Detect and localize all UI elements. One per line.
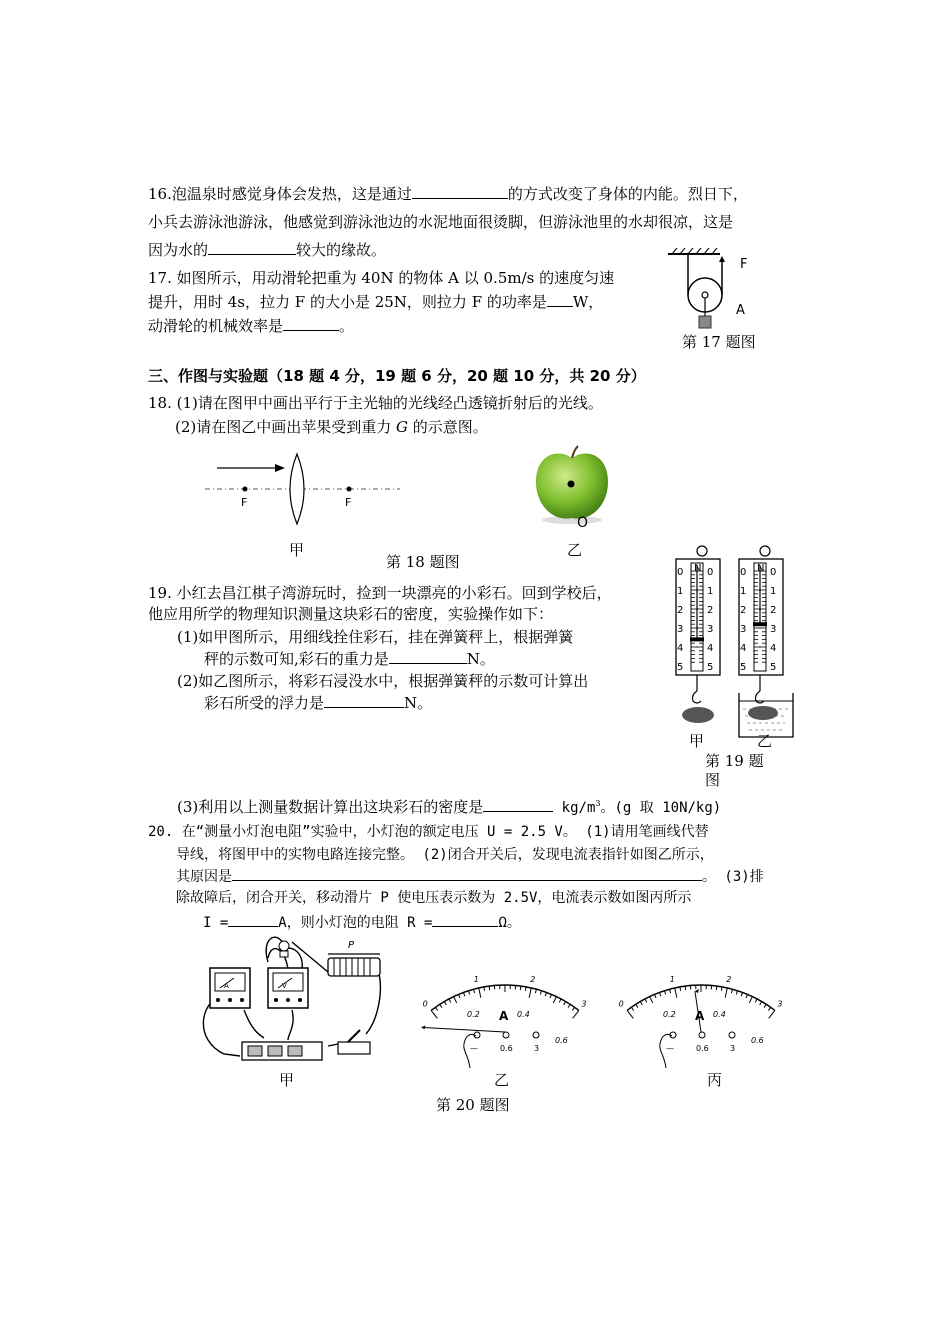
meter-needle	[421, 1027, 505, 1032]
meter-tick	[572, 1007, 574, 1010]
scale-tick-label: 4	[740, 643, 747, 654]
q19-line4: 秤的示数可知,彩石的重力是 N。	[204, 650, 495, 668]
scale-tick-label: 2	[740, 605, 747, 616]
q19-line5: (2)如乙图所示，将彩石浸没水中，根据弹簧秤的示数可计算出	[177, 672, 589, 690]
scale-tick-label: 1	[677, 586, 684, 597]
meter-needle-tip	[421, 1025, 425, 1029]
q18-caption: 第 18 题图	[386, 553, 460, 571]
q16-blank2[interactable]	[208, 240, 296, 255]
meter-tick	[716, 986, 717, 990]
q20-blank-current[interactable]	[228, 912, 278, 927]
meter-tick	[741, 992, 742, 996]
meter-tick	[559, 999, 561, 1003]
meter-inner-label: 0.4	[713, 1010, 726, 1019]
meter-tick	[725, 988, 727, 998]
scale-tick-label: 3	[677, 624, 684, 635]
meter-tick	[468, 991, 469, 995]
meter-tick	[664, 991, 665, 995]
scale-pointer	[753, 622, 767, 626]
pulley-object-label: A	[736, 303, 745, 318]
colored-stone	[748, 706, 778, 720]
meter-tick	[568, 1004, 570, 1007]
meter-tick	[444, 1001, 446, 1004]
q17-blank2[interactable]	[283, 316, 339, 331]
meter-tick	[764, 1004, 766, 1007]
meter-inner-label: 0.2	[663, 1010, 676, 1019]
meter-scale-label: 1	[473, 975, 479, 985]
scale-tick-label: 0	[770, 567, 777, 578]
meter-inner-label: 0.2	[467, 1010, 480, 1019]
q18-line1: 18. (1)请在图甲中画出平行于主光轴的光线经凸透镜折射后的光线。	[148, 394, 603, 412]
voltmeter-letter: A	[224, 982, 229, 990]
meter-inner-label: 0.4	[517, 1010, 530, 1019]
meter-tick	[650, 997, 653, 1003]
q17-line1: 17. 如图所示，用动滑轮把重为 40N 的物体 A 以 0.5m/s 的速度匀速	[148, 269, 615, 287]
q20-label-jia: 甲	[279, 1071, 295, 1089]
terminal-label: 0.6	[500, 1044, 513, 1053]
section3-heading: 三、作图与实验题（18 题 4 分，19 题 6 分，20 题 10 分，共 20 分）	[148, 367, 646, 385]
meter-tick	[760, 1001, 762, 1004]
meter-tick	[535, 989, 536, 993]
meter-tick	[645, 999, 647, 1003]
ammeter-bing	[616, 940, 786, 1070]
terminal-label: 3	[534, 1044, 540, 1053]
spring-scale-jia	[672, 543, 732, 743]
meter-tick	[550, 994, 552, 998]
terminal-label: 3	[730, 1044, 736, 1053]
scale-hook	[693, 691, 702, 703]
meter-tick	[675, 988, 677, 998]
terminal-label: —	[666, 1044, 674, 1053]
scale-tick-label: 0	[677, 567, 684, 578]
scale-tick-label: 1	[770, 586, 777, 597]
meter-scale-label: 1	[669, 975, 675, 985]
q19-blank2[interactable]	[324, 693, 404, 708]
scale-tick-label: 4	[677, 643, 684, 654]
meter-tick	[435, 1007, 437, 1010]
scale-hook-ring	[697, 546, 707, 556]
lens-focus-left: F	[241, 496, 248, 509]
q17-line2: 提升，用时 4s，拉力 F 的大小是 25N，则拉力 F 的功率是 W，	[148, 293, 604, 311]
meter-tick	[654, 994, 656, 998]
q20-line4: 除故障后，闭合开关，移动滑片 P 使电压表示数为 2.5V，电流表示数如图丙所示	[176, 890, 692, 906]
scale-unit: N	[757, 563, 765, 574]
q16-line2: 小兵去游泳池游泳，他感觉到游泳池边的水泥地面很烫脚，但游泳池里的水却很凉，这是	[148, 213, 734, 231]
colored-stone	[682, 707, 714, 723]
scale-tick-label: 2	[707, 605, 714, 616]
meter-tick	[755, 999, 757, 1003]
lens-focus-right: F	[345, 496, 352, 509]
meter-tick	[545, 992, 546, 996]
q19-line7: (3)利用以上测量数据计算出这块彩石的密度是 $kg/m^3$。(g 取 10N/kg)	[177, 798, 722, 816]
scale-tick-label: 4	[770, 643, 777, 654]
meter-tick	[749, 997, 752, 1003]
q20-line2: 导线，将图甲中的实物电路连接完整。 (2)闭合开关后，发现电流表指针如图乙所示，	[176, 847, 714, 863]
q20-line1: 20. 在“测量小灯泡电阻”实验中，小灯泡的额定电压 U = 2.5 V。 (1)请用笔画线代替	[148, 824, 709, 840]
ammeter-letter: V	[282, 982, 287, 990]
q18-label-jia: 甲	[289, 541, 305, 559]
meter-scale-label: 3	[777, 999, 783, 1009]
meter-tick	[746, 994, 748, 998]
meter-tick	[529, 988, 531, 998]
rheostat-slider-label: P	[348, 940, 355, 951]
meter-tick	[479, 988, 481, 998]
meter-scale-label: 2	[530, 975, 536, 985]
q19-blank1[interactable]	[389, 649, 467, 664]
scale-pointer	[690, 637, 704, 641]
meter-tick	[564, 1001, 566, 1004]
meter-tick	[627, 1010, 633, 1018]
scale-tick-label: 3	[707, 624, 714, 635]
terminal-label: 0.6	[696, 1044, 709, 1053]
pulley-figure	[664, 248, 764, 338]
scale-tick-label: 3	[770, 624, 777, 635]
scale-tick-label: 5	[770, 662, 777, 673]
meter-tick	[685, 986, 686, 990]
q19-caption-2: 图	[705, 771, 721, 789]
terminal-label: —	[470, 1044, 478, 1053]
meter-tick	[768, 1007, 770, 1010]
q16-line3: 因为水的 较大的缘故。	[148, 241, 387, 259]
meter-tick	[640, 1001, 642, 1004]
meter-tick	[736, 991, 737, 995]
meter-scale-label: 2	[726, 975, 732, 985]
meter-unit-letter: A	[499, 1009, 509, 1023]
ammeter-yi	[420, 940, 590, 1070]
scale-tick-label: 5	[707, 662, 714, 673]
q19-line2: 他应用所学的物理知识测量这块彩石的密度，实验操作如下：	[148, 605, 554, 623]
meter-terminal	[699, 1032, 705, 1038]
q20-line3: 其原因是 。 (3)排	[176, 866, 764, 887]
apple-point-O: O	[577, 515, 589, 531]
meter-scale-label: 0	[422, 999, 428, 1009]
meter-tick	[680, 987, 681, 991]
meter-tick	[573, 1010, 579, 1018]
scale-tick-label: 1	[707, 586, 714, 597]
meter-tick	[540, 991, 541, 995]
q18-label-yi: 乙	[567, 541, 583, 559]
q20-blank-reason[interactable]	[232, 866, 702, 881]
meter-tick	[458, 994, 460, 998]
q19-blank3[interactable]	[483, 797, 553, 812]
meter-tick	[484, 987, 485, 991]
meter-unit-letter: A	[695, 1009, 705, 1023]
scale-tick-label: 3	[740, 624, 747, 635]
spring-scale-yi	[735, 543, 797, 743]
meter-terminal	[729, 1032, 735, 1038]
meter-tick	[731, 989, 732, 993]
q19-line3: (1)如甲图所示，用细线拴住彩石，挂在弹簧秤上，根据弹簧	[177, 628, 574, 646]
meter-inner-label: 0.6	[751, 1036, 764, 1045]
meter-tick	[440, 1004, 442, 1007]
scale-tick-label: 5	[740, 662, 747, 673]
q16-blank1[interactable]	[412, 184, 508, 199]
scale-tick-label: 1	[740, 586, 747, 597]
meter-tick	[636, 1004, 638, 1007]
scale-tick-label: 2	[770, 605, 777, 616]
scale-tick-label: 5	[677, 662, 684, 673]
q20-line5: I = A，则小灯泡的电阻 R = Ω。	[203, 912, 521, 933]
q19-line6: 彩石所受的浮力是 N。	[204, 694, 433, 712]
meter-tick	[474, 989, 475, 993]
q20-caption: 第 20 题图	[436, 1096, 510, 1114]
q17-line3: 动滑轮的机械效率是 。	[148, 317, 355, 335]
meter-tick	[431, 1010, 437, 1018]
q16-line1: 16.泡温泉时感觉身体会发热，这是通过 的方式改变了身体的内能。烈日下，	[148, 185, 748, 203]
scale-tick-label: 0	[740, 567, 747, 578]
meter-scale-label: 3	[581, 999, 587, 1009]
scale-tick-label: 4	[707, 643, 714, 654]
q20-label-yi: 乙	[494, 1071, 510, 1089]
q18-line2: (2)请在图乙中画出苹果受到重力 G 的示意图。	[175, 418, 488, 436]
q19-caption-1: 第 19 题	[705, 752, 764, 770]
q20-label-bing: 丙	[707, 1071, 723, 1089]
meter-tick	[721, 987, 722, 991]
q20-blank-resistance[interactable]	[432, 912, 498, 927]
meter-tick	[670, 989, 671, 993]
meter-terminal	[503, 1032, 509, 1038]
meter-tick	[489, 986, 490, 990]
meter-tick	[525, 987, 526, 991]
apple-figure	[528, 446, 628, 536]
meter-tick	[454, 997, 457, 1003]
meter-tick	[520, 986, 521, 990]
lens-figure	[205, 452, 405, 532]
meter-scale-label: 0	[618, 999, 624, 1009]
q19-label-yi: 乙	[757, 732, 773, 750]
scale-tick-label: 2	[677, 605, 684, 616]
meter-terminal	[533, 1032, 539, 1038]
scale-tick-label: 0	[707, 567, 714, 578]
meter-tick	[631, 1007, 633, 1010]
q19-line1: 19. 小红去昌江棋子湾游玩时，捡到一块漂亮的小彩石。回到学校后，	[148, 584, 612, 602]
pulley-force-label: F	[740, 257, 748, 272]
scale-hook-ring	[760, 546, 770, 556]
meter-inner-label: 0.6	[555, 1036, 568, 1045]
meter-tick	[449, 999, 451, 1003]
meter-tick	[769, 1010, 775, 1018]
q17-blank1[interactable]	[547, 292, 573, 307]
scale-unit: N	[694, 563, 702, 574]
meter-tick	[553, 997, 556, 1003]
q17-caption: 第 17 题图	[682, 333, 756, 351]
q19-label-jia: 甲	[689, 732, 705, 750]
circuit-figure	[188, 930, 388, 1070]
meter-tick	[659, 992, 660, 996]
meter-tick	[463, 992, 464, 996]
